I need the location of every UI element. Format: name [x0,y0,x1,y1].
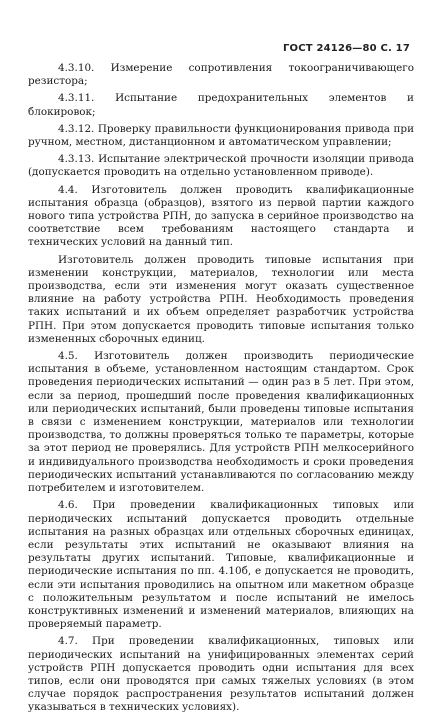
paragraph-4-3-13: 4.3.13. Испытание электрической прочности изоляции привода (допускается проводить на отдельно установленном приводе). [28,153,414,179]
paragraph-4-3-12: 4.3.12. Проверку правильности функционирования привода при ручном, местном, дистанционном и автоматическом управлении; [28,122,414,149]
paragraph-4-6: 4.6. При проведении квалификационных типовых или периодических испытаний допускается проводить отдельные испытания на разных образцах или отдельных сборочных единицах, если результаты этих испытаний не оказывают влияния на результаты других испытаний. Типовые, квалификационные и периодические испытания по пп. 4.10б, е допускается не проводить, если эти испытания проводились на опытном или макетном образце с положительным результатом и после испытаний не имелось конструктивных изменений и изменений материалов, влияющих на проверяемый параметр. [28,499,414,631]
page-header: ГОСТ 24126—80 С. 17 [282,43,410,54]
paragraph-type-tests: Изготовитель должен проводить типовые испытания при изменении конструкции, материалов, технологии или места производства, если эти изменения могут оказать существенное влияние на работу устройства РПН. Необходимость проведения таких испытаний и их объем определяет разработчик устройства РПН. При этом допускается проводить типовые испытания только измененных сборочных единиц. [28,253,414,345]
paragraph-4-3-10: 4.3.10. Измерение сопротивления токоограничивающего резистора; [28,62,414,88]
document-body [28,62,414,719]
paragraph-4-7: 4.7. При проведении квалификационных, типовых или периодических испытаний на унифицированных элементах серий устройств РПН допускается проводить одни испытания для всех типов, если они проводятся при самых тяжелых условиях (в этом случае порядок распространения результатов испытаний должен указываться в технических условиях). [28,635,414,714]
paragraph-4-3-11: 4.3.11. Испытание предохранительных элементов и блокировок; [28,92,414,118]
paragraph-4-5: 4.5. Изготовитель должен производить периодические испытания в объеме, установленном настоящим стандартом. Срок проведения периодических испытаний — один раз в 5 лет. При этом, если за период, прошедший после проведения квалификационных или периодических испытаний, были проведены типовые испытания в связи с изменением конструкции, материалов или технологии производства, то должны проверяться только те параметры, которые за этот период не проверялись. Для устройств РПН мелкосерийного и индивидуального производства необходимость и сроки проведения периодических испытаний устанавливаются по согласованию между потребителем и изготовителем. [28,350,414,495]
paragraph-4-4: 4.4. Изготовитель должен проводить квалификационные испытания образца (образцов), взятого из первой партии каждого нового типа устройства РПН, до запуска в серийное производство на соответствие всем требованиям настоящего стандарта и технических условий на данный тип. [28,183,414,249]
